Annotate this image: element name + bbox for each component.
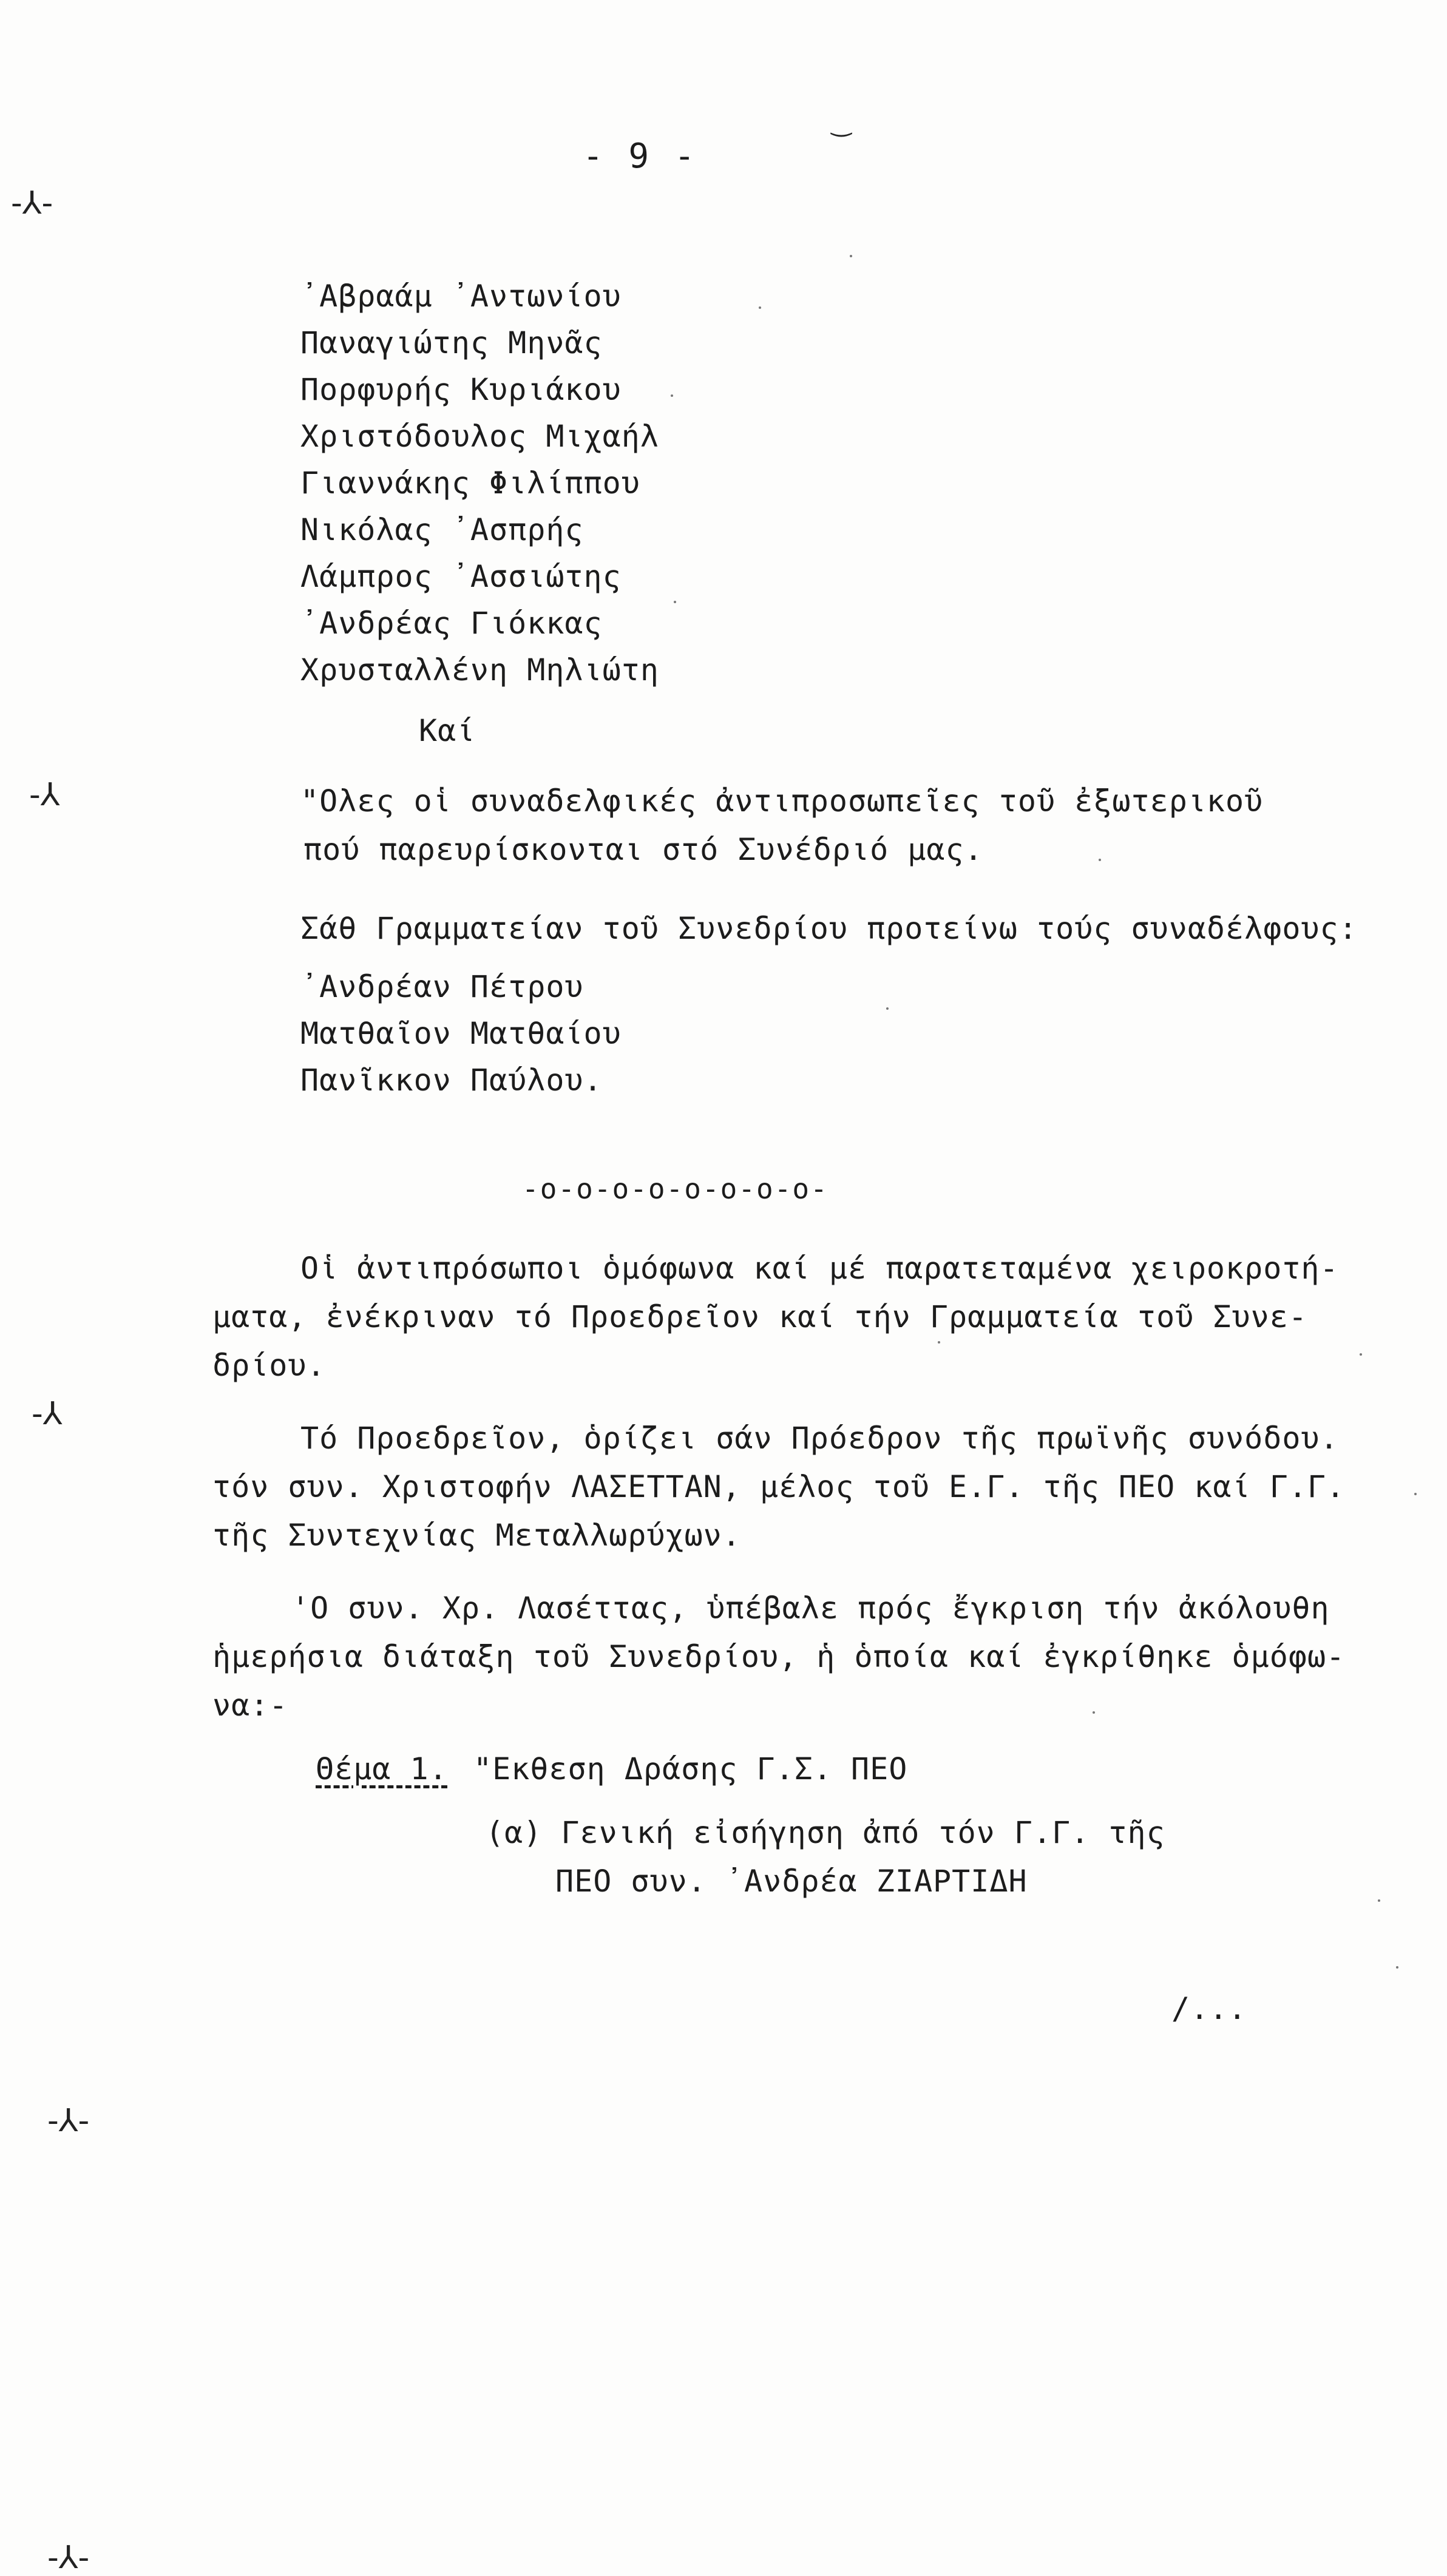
paragraph-line: δρίου. (212, 1348, 326, 1383)
name-line: Πορφυρής Κυριάκου (300, 372, 622, 407)
theme-label: Θέμα 1. (316, 1751, 448, 1787)
scan-speck (671, 394, 673, 397)
name-line: Νικόλας ᾿Ασπρής (300, 512, 584, 547)
scan-speck (938, 1341, 940, 1344)
scan-speck (1093, 1711, 1095, 1714)
delegations-line: "Ολες οἱ συναδελφικές ἀντιπροσωπεῖες τοῦ ἐξωτερικοῦ (300, 783, 1264, 819)
delegations-line: πού παρευρίσκονται στό Συνέδριό μας. (303, 832, 983, 867)
margin-mark: -⅄- (47, 2540, 90, 2576)
paragraph-line: τόν συν. Χριστοφήν ΛΑΣΕΤΤΑΝ, μέλος τοῦ Ε.Γ. τῆς ΠΕΟ καί Γ.Γ. (212, 1469, 1346, 1504)
scribble-mark: ‿ (832, 109, 852, 137)
continuation-mark: /... (1171, 1991, 1247, 2026)
scan-speck (759, 306, 761, 309)
paragraph-line: τῆς Συντεχνίας Μεταλλωρύχων. (212, 1518, 741, 1553)
name-line: Χρυσταλλένη Μηλιώτη (300, 652, 659, 688)
margin-mark: -⅄ (29, 777, 60, 813)
paragraph-line: ἡμερήσια διάταξη τοῦ Συνεδρίου, ἡ ὁποία καί ἐγκρίθηκε ὁμόφω- (212, 1639, 1346, 1674)
paragraph-line: 'Ο συν. Χρ. Λασέττας, ὑπέβαλε πρός ἔγκριση τήν ἀκόλουθη (291, 1591, 1330, 1626)
page-number: - 9 - (583, 137, 697, 176)
scan-speck (674, 601, 676, 603)
secretary-line: ᾿Ανδρέαν Πέτρου (300, 969, 584, 1004)
paragraph-line: Τό Προεδρεῖον, ὁρίζει σάν Πρόεδρον τῆς πρωϊνῆς συνόδου. (300, 1421, 1339, 1456)
scan-speck (886, 1007, 889, 1010)
name-line: Χριστόδουλος Μιχαήλ (300, 419, 659, 454)
paragraph-line: ματα, ἐνέκριναν τό Προεδρεῖον καί τήν Γραμματεία τοῦ Συνε- (212, 1299, 1307, 1334)
secretary-line: Ματθαῖον Ματθαίου (300, 1016, 622, 1051)
secretary-line: Πανῖκκον Παύλου. (300, 1063, 603, 1098)
paragraph-line: Οἱ ἀντιπρόσωποι ὁμόφωνα καί μέ παρατεταμένα χειροκροτή- (300, 1251, 1339, 1286)
scan-speck (1378, 1899, 1380, 1902)
theme-sub-line: ΠΕΟ συν. ᾿Ανδρέα ΖΙΑΡΤΙΔΗ (555, 1864, 1028, 1899)
secretariat-intro: Σάθ Γραμματείαν τοῦ Συνεδρίου προτείνω τούς συναδέλφους: (300, 911, 1358, 946)
margin-mark: -⅄ (32, 1396, 63, 1432)
theme-sub-line: (α) Γενική εἰσήγηση ἀπό τόν Γ.Γ. τῆς (486, 1815, 1165, 1850)
name-line: ᾿Αβραάμ ᾿Αντωνίου (300, 279, 622, 314)
kai-line: Καί (419, 713, 476, 748)
scan-speck (1099, 859, 1101, 861)
paragraph-line: να:- (212, 1688, 288, 1723)
section-separator: -ο-ο-ο-ο-ο-ο-ο-ο- (522, 1172, 829, 1205)
name-line: Λάμπρος ᾿Ασσιώτης (300, 559, 622, 594)
theme-title: "Εκθεση Δράσης Γ.Σ. ΠΕΟ (473, 1751, 908, 1787)
scan-speck (1396, 1966, 1398, 1969)
scan-speck (850, 255, 852, 257)
margin-mark: -⅄- (47, 2103, 90, 2139)
name-line: Γιαννάκης Φιλίππου (300, 465, 640, 501)
name-line: Παναγιώτης Μηνᾶς (300, 325, 603, 360)
scan-speck (1360, 1353, 1362, 1356)
scan-speck (1414, 1493, 1417, 1495)
name-line: ᾿Ανδρέας Γιόκκας (300, 606, 603, 641)
margin-mark: -⅄- (11, 185, 53, 221)
